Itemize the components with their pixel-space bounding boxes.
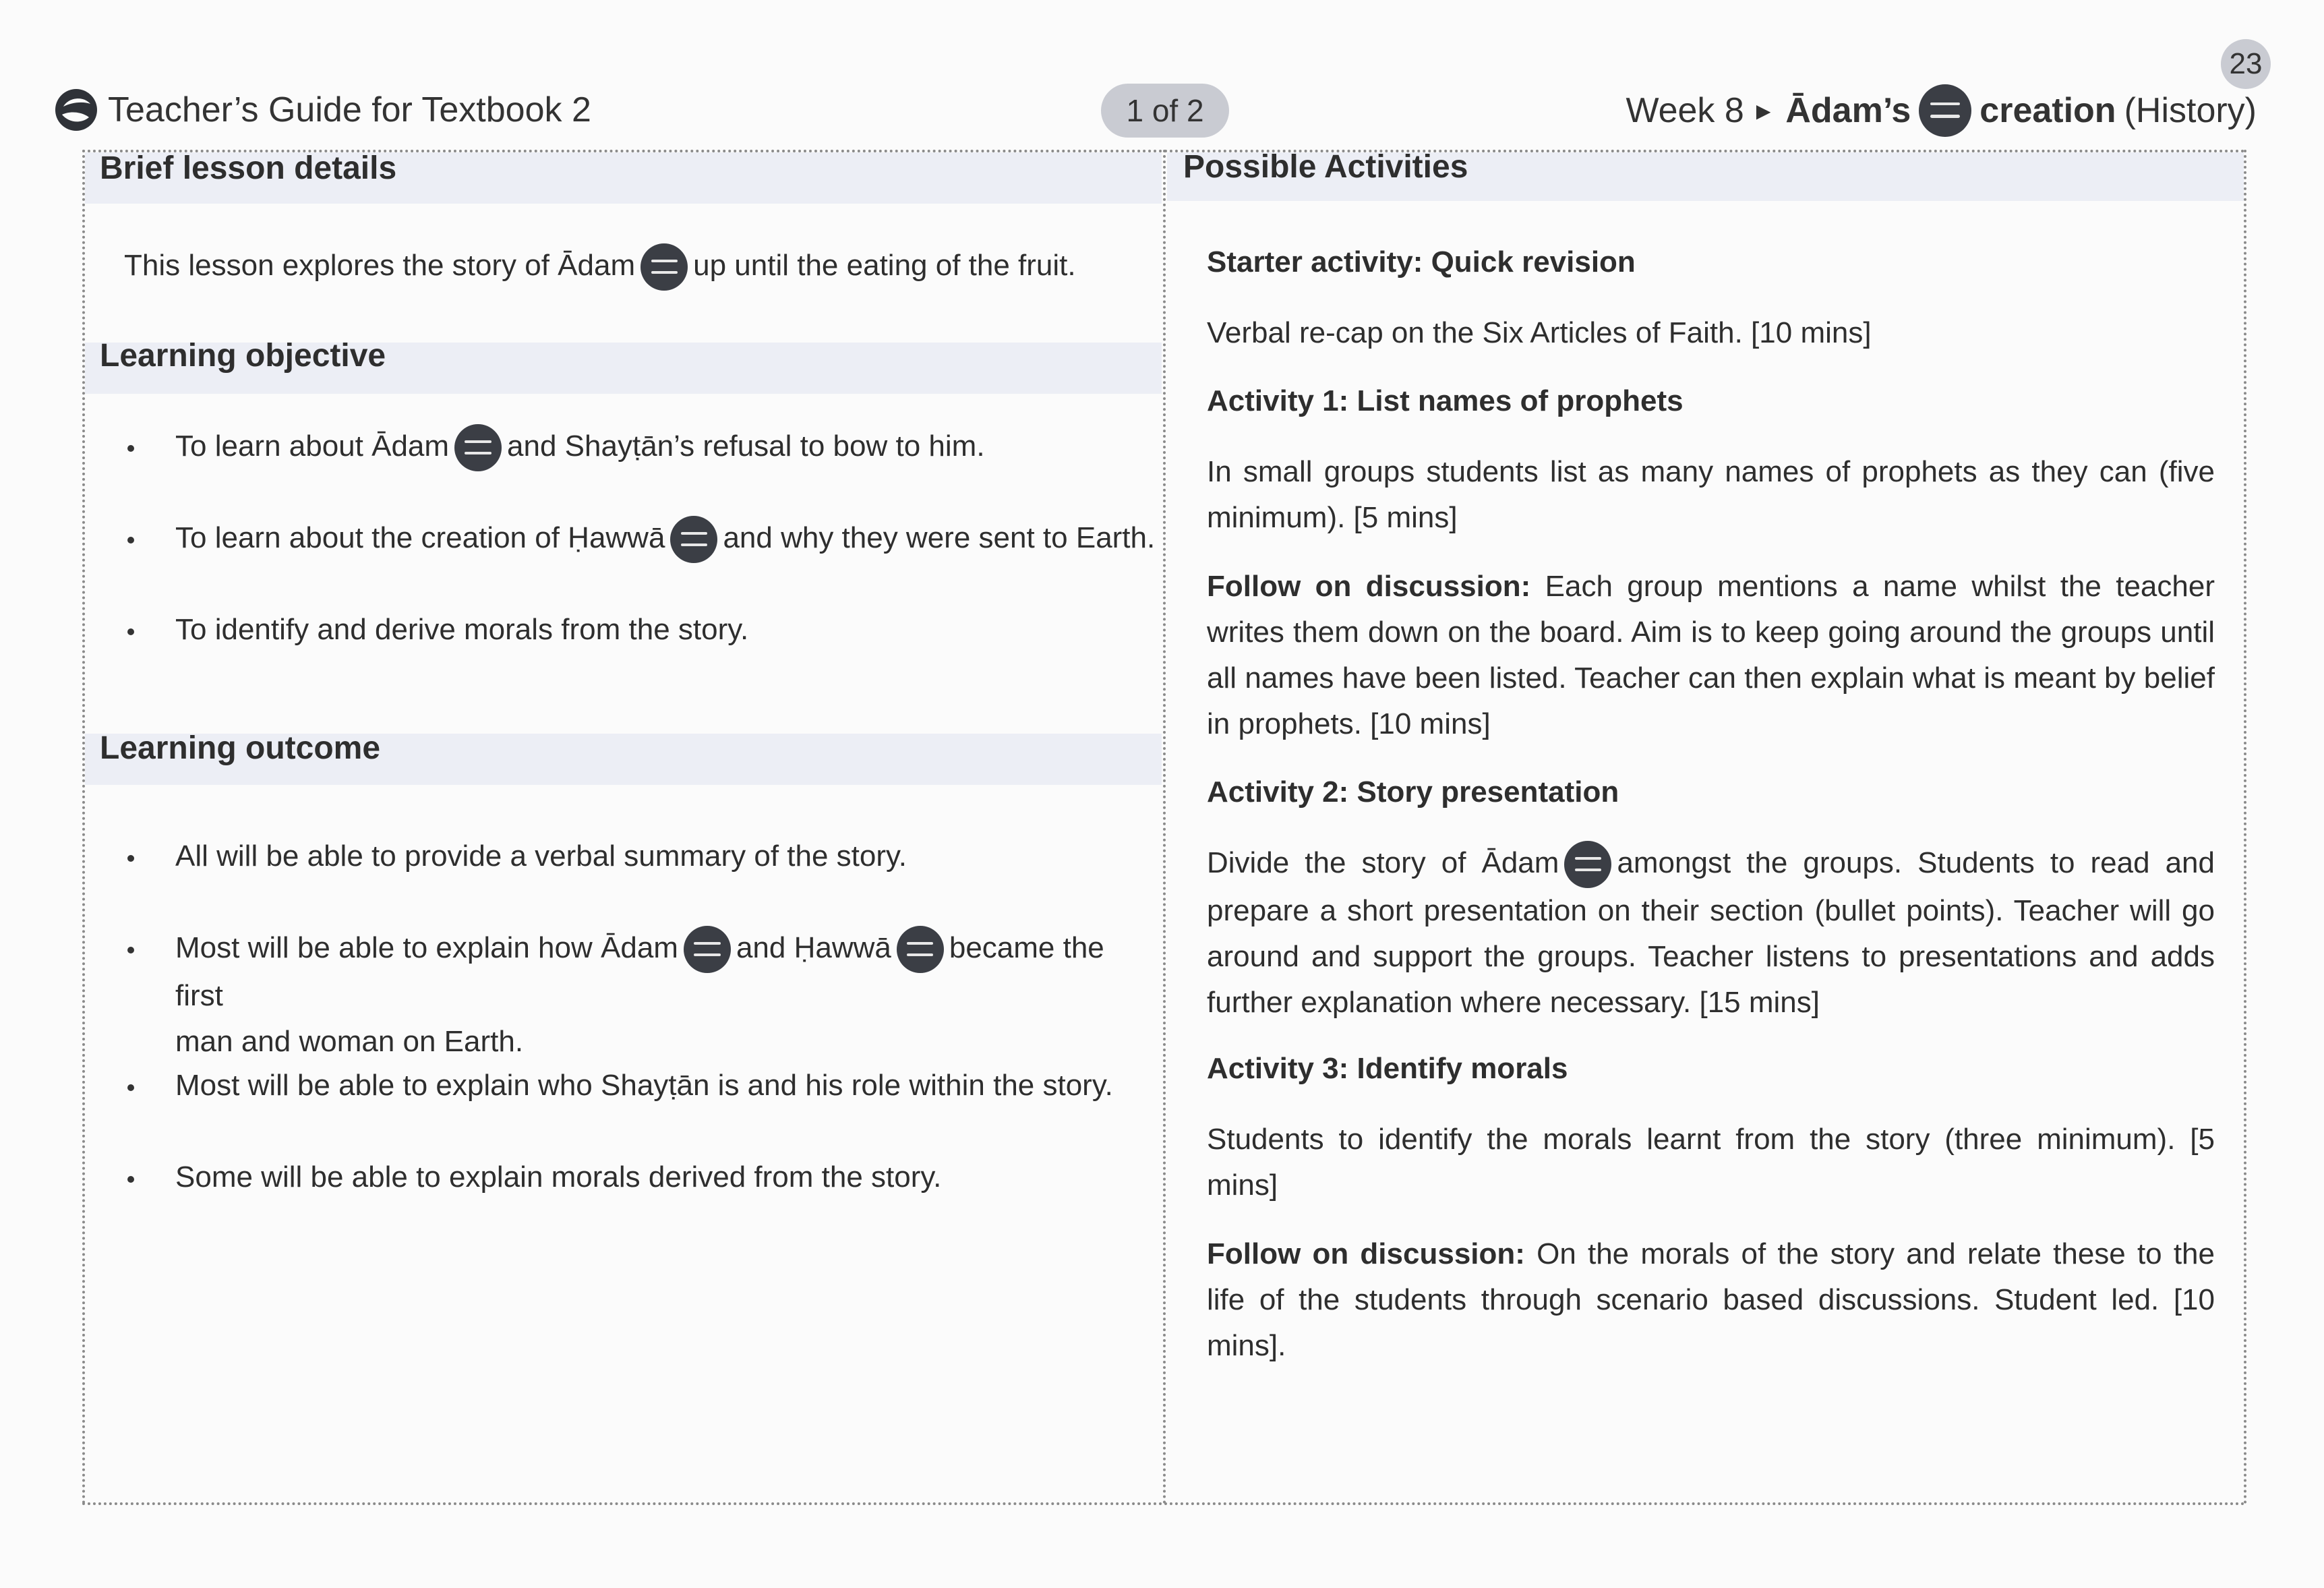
- honorific-seal-icon: [640, 243, 688, 291]
- brief-text: [124, 243, 1076, 291]
- activity2-heading: Activity 2: Story presentation: [1207, 775, 1619, 808]
- honorific-seal-icon: [1564, 841, 1611, 888]
- outcome-item: [175, 833, 907, 879]
- book-title: Teacher’s Guide for Textbook 2: [108, 90, 591, 129]
- honorific-seal-icon: [454, 424, 502, 471]
- lesson-title-bold: Ādam’s: [1785, 91, 1911, 130]
- activity3-text: Students to identify the morals learnt from the story (three minimum). [5 mins]: [1207, 1123, 2215, 1202]
- header-book-title: [54, 86, 591, 134]
- objective-text: To learn about Ādam: [175, 430, 450, 463]
- page-indicator: 1 of 2: [1101, 84, 1229, 138]
- activities-heading: Possible Activities: [1183, 149, 1468, 185]
- week-label: Week 8: [1626, 91, 1744, 130]
- honorific-seal-icon: [1919, 84, 1971, 137]
- starter-heading: Starter activity: Quick revision: [1207, 245, 1636, 278]
- activity1-text: In small groups students list as many names of prophets as they can (five minimum). [5 mins]: [1207, 455, 2215, 534]
- page-number: 23: [2221, 39, 2271, 89]
- brief-text-a: This lesson explores the story of Ādam: [124, 249, 636, 282]
- objective-item: [175, 607, 748, 653]
- activity3-heading: Activity 3: Identify morals: [1207, 1052, 1568, 1085]
- activity2-text: [1207, 840, 2215, 1026]
- activity2-text-a: Divide the story of Ādam: [1207, 846, 1559, 879]
- honorific-seal-icon: [684, 926, 731, 973]
- objective-text: To learn about the creation of Ḥawwā: [175, 521, 665, 554]
- publisher-logo-icon: [54, 88, 98, 132]
- column-divider: [1163, 150, 1166, 1505]
- bullet: [127, 445, 134, 452]
- honorific-seal-icon: [670, 516, 717, 563]
- outcome-text: Some will be able to explain morals derived from the story.: [175, 1160, 942, 1194]
- outcome-item: [175, 925, 1146, 1065]
- bullet: [127, 1084, 134, 1091]
- bullet: [127, 947, 134, 953]
- objective-text: To identify and derive morals from the story.: [175, 613, 749, 646]
- honorific-seal-icon: [897, 926, 944, 973]
- follow-on-discussion-1: [1207, 564, 2215, 747]
- outcome-item: [175, 1154, 941, 1200]
- follow-text: On the morals of the story and relate these to the life of the students through scenario based discussions. Student led. [10 mins].: [1207, 1237, 2215, 1362]
- objective-text: and why they were sent to Earth.: [723, 521, 1156, 554]
- objective-item: [175, 515, 1155, 563]
- outcome-text: and Ḥawwā: [736, 931, 891, 964]
- bullet: [127, 1176, 134, 1183]
- outcome-text: Most will be able to explain who Shayṭān is and his role within the story.: [175, 1069, 1113, 1102]
- brief-text-b: up until the eating of the fruit.: [693, 249, 1076, 282]
- starter-text: Verbal re-cap on the Six Articles of Faith. [10 mins]: [1207, 316, 1872, 349]
- lesson-title-bold-2: creation: [1979, 91, 2116, 130]
- bullet: [127, 628, 134, 635]
- outcome-text: man and woman on Earth.: [175, 1025, 524, 1059]
- activity2-text-b: amongst the groups. Students to read and prepare a short presentation on their section (bullet points). Teacher will go around and support the groups. Teacher listens to presentations and adds further explanation where necessary. [15 mins]: [1207, 846, 2215, 1020]
- outcome-text: became the first: [175, 931, 1104, 1013]
- lesson-title: [1626, 84, 2257, 138]
- lesson-subject: (History): [2124, 91, 2257, 130]
- outcome-text: All will be able to provide a verbal summary of the story.: [175, 840, 907, 873]
- bullet: [127, 855, 134, 862]
- outcome-item: [175, 1063, 1113, 1109]
- follow-on-discussion-2: [1207, 1231, 2215, 1369]
- brief-heading: Brief lesson details: [100, 150, 397, 186]
- activity1-heading: Activity 1: List names of prophets: [1207, 384, 1684, 417]
- objective-item: [175, 423, 985, 471]
- follow-text: Each group mentions a name whilst the teacher writes them down on the board. Aim is to keep going around the groups until all names have been listed. Teacher can then explain what is meant by belief in prophets. [10 mins]: [1207, 570, 2215, 740]
- objective-text: and Shayṭān’s refusal to bow to him.: [507, 430, 985, 463]
- bullet: [127, 537, 134, 543]
- outcome-text: Most will be able to explain how Ādam: [175, 931, 678, 964]
- follow-label: Follow on discussion:: [1207, 1237, 1525, 1270]
- objective-heading: Learning objective: [100, 338, 386, 374]
- follow-label: Follow on discussion:: [1207, 570, 1531, 603]
- triangle-right-icon: ▶: [1756, 100, 1771, 121]
- outcome-heading: Learning outcome: [100, 730, 381, 766]
